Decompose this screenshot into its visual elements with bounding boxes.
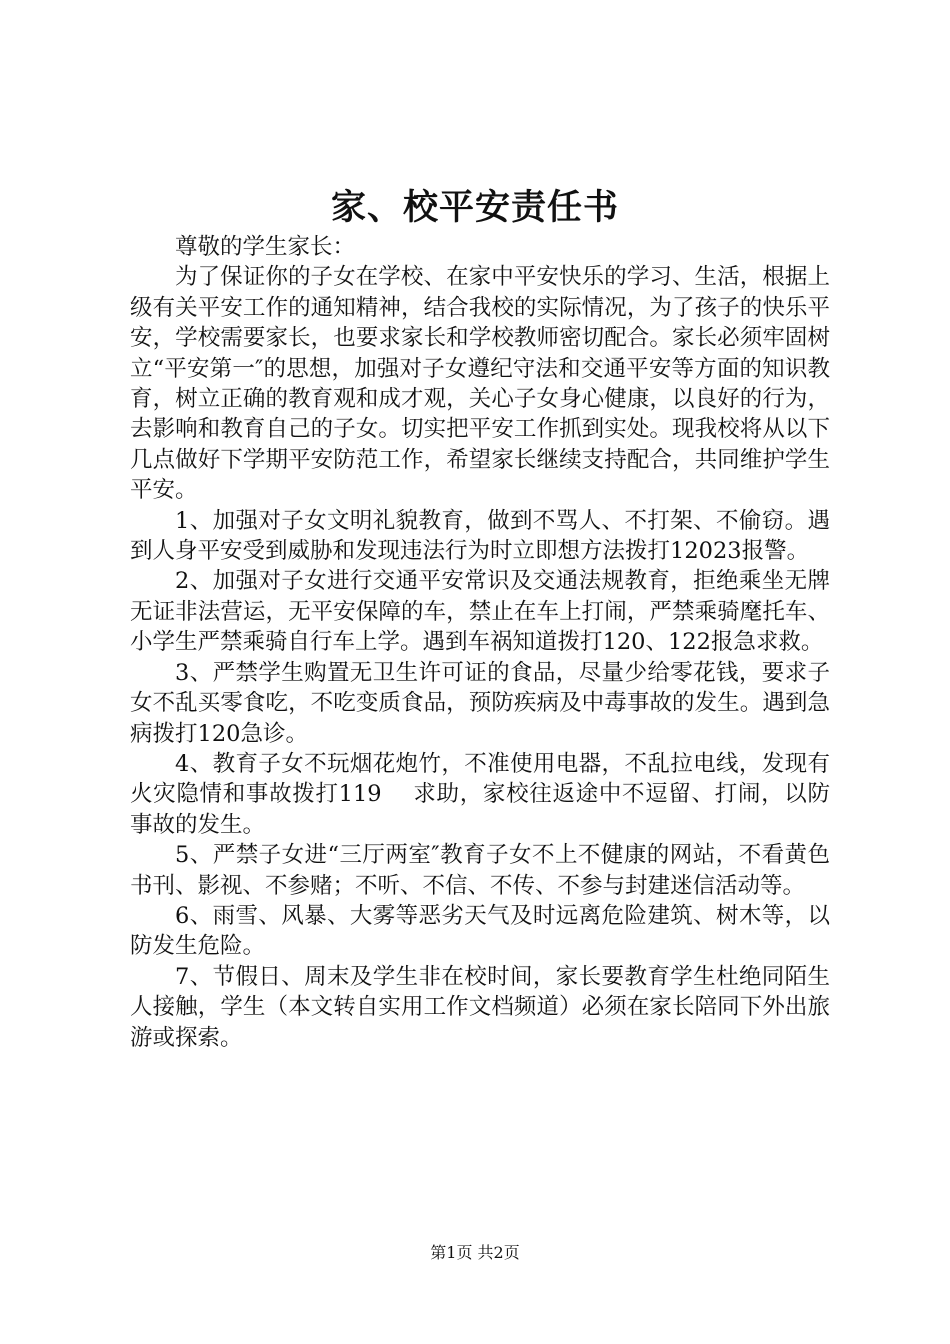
paragraph-item-2: 2、加强对子女进行交通平安常识及交通法规教育，拒绝乘坐无牌无证非法营运，无平安保障的车，禁止在车上打闹，严禁乘骑麾托车、小学生严禁乘骑自行车上学。遇到车祸知道拨打120、122报急求救。 xyxy=(130,568,830,656)
paragraph-item-6: 6、雨雪、风暴、大雾等恶劣天气及时远离危险建筑、树木等，以防发生危险。 xyxy=(130,902,830,960)
paragraph-item-7: 7、节假日、周末及学生非在校时间，家长要教育学生杜绝同陌生人接触，学生（本文转自实用工作文档频道）必须在家长陪同下外出旅游或探索。 xyxy=(130,963,830,1051)
document-title: 家、校平安责任书 xyxy=(330,187,619,228)
document-body xyxy=(130,232,830,1053)
paragraph-item-1: 1、加强对子女文明礼貌教育，做到不骂人、不打架、不偷窃。遇到人身平安受到威胁和发现违法行为时立即想方法拨打12023报警。 xyxy=(130,507,830,565)
paragraph-item-3: 3、严禁学生购置无卫生许可证的食品，尽量少给零花钱，要求子女不乱买零食吃，不吃变质食品，预防疾病及中毒事故的发生。遇到急病拨打120急诊。 xyxy=(130,659,830,747)
paragraph-intro: 为了保证你的子女在学校、在家中平安快乐的学习、生活，根据上级有关平安工作的通知精神，结合我校的实际情况，为了孩子的快乐平安，学校需要家长，也要求家长和学校教师密切配合。家长必须牢固树立“平安第一″的思想，加强对子女遵纪守法和交通平安等方面的知识教育，树立正确的教育观和成才观，关心子女身心健康，以良好的行为，去影响和教育自己的子女。切实把平安工作抓到实处。现我校将从以下几点做好下学期平安防范工作，希望家长继续支持配合，共同维护学生平安。 xyxy=(130,264,830,504)
paragraph-item-5: 5、严禁子女进“三厅两室″教育子女不上不健康的网站，不看黄色书刊、影视、不参赌；不听、不信、不传、不参与封建迷信活动等。 xyxy=(130,842,830,899)
page-footer: 第1页 共2页 xyxy=(430,1243,520,1262)
greeting: 尊敬的学生家长： xyxy=(175,234,356,260)
paragraph-item-4: 4、教育子女不玩烟花炮竹，不准使用电器，不乱拉电线，发现有火灾隐情和事故拨打119 求助，家校往返途中不逗留、打闹，以防事故的发生。 xyxy=(130,750,830,838)
